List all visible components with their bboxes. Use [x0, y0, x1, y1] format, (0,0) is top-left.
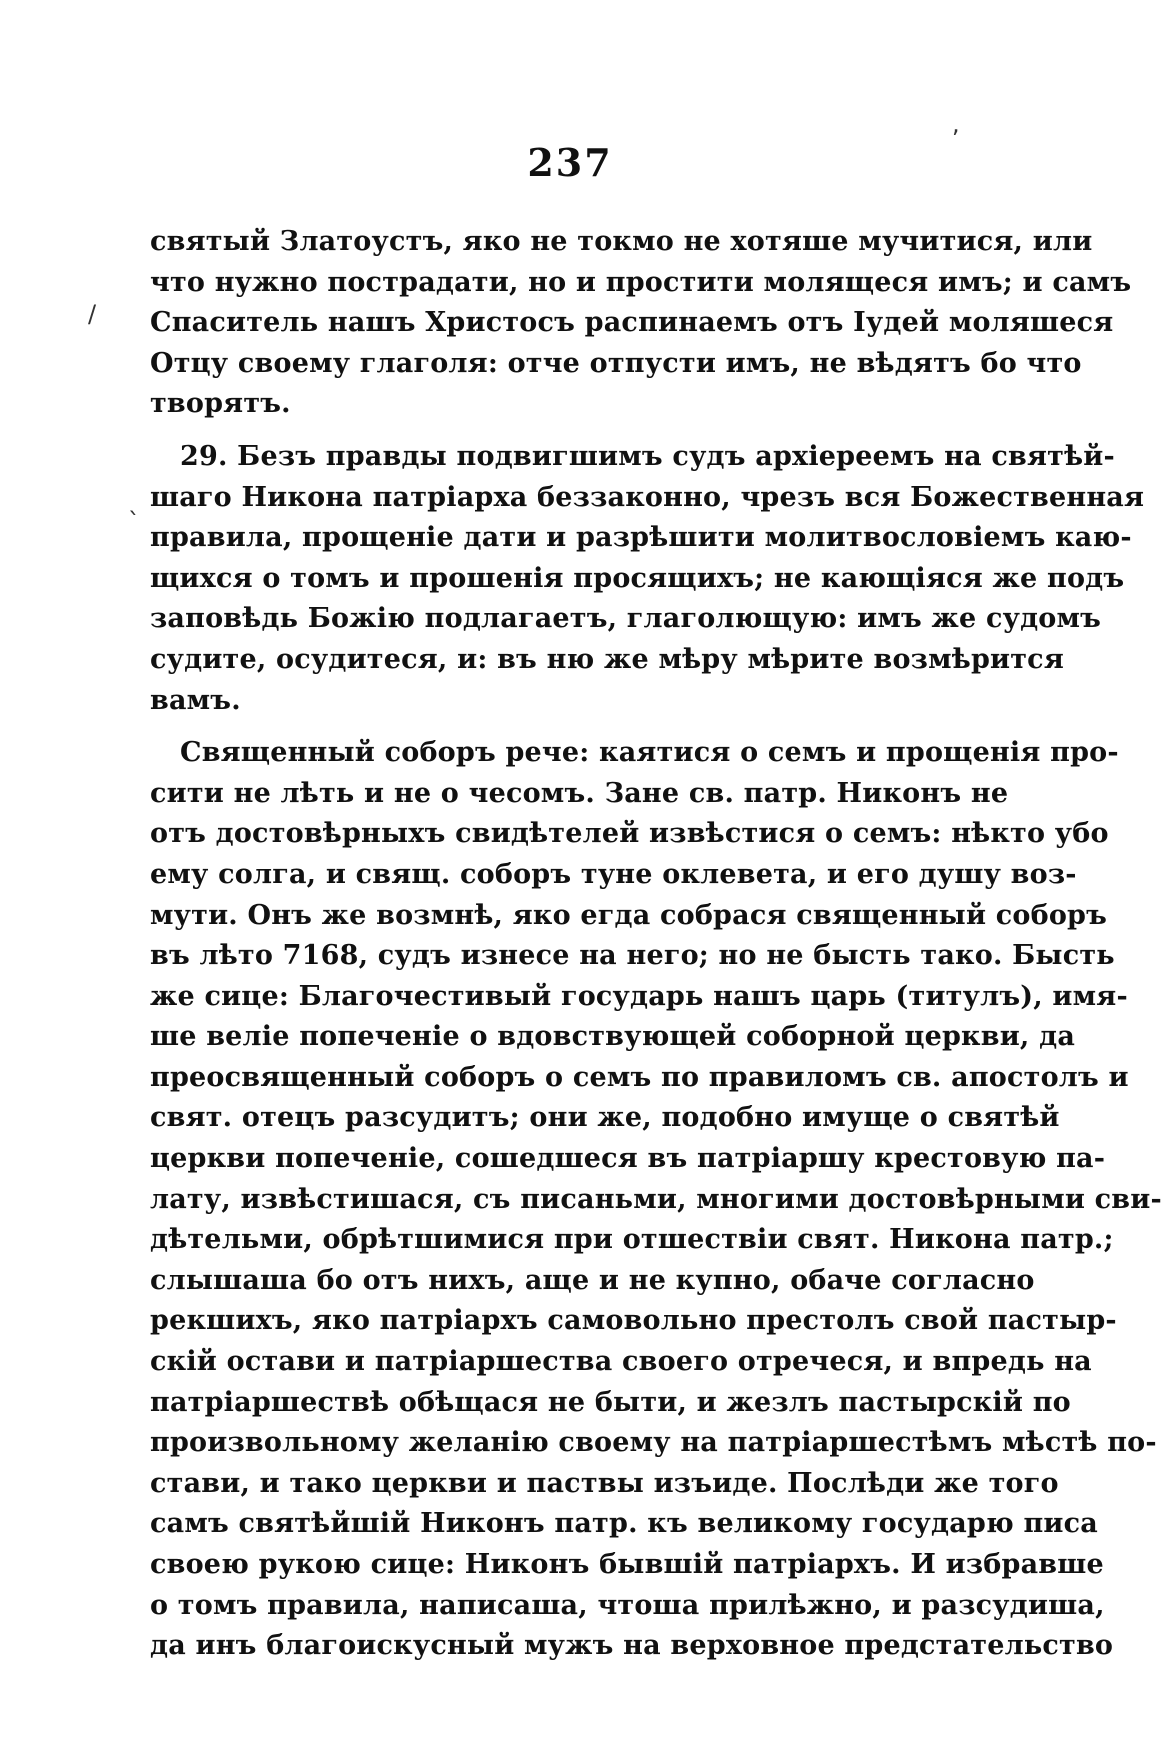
text-line: рекшихъ, яко патріархъ самовольно престолъ свой пастыр-: [150, 1305, 1117, 1337]
text-line: въ лѣто 7168, судъ изнесе на него; но не бысть тако. Бысть: [150, 940, 1115, 972]
text-line: же сице: Благочестивый государь нашъ царь (титулъ), имя-: [150, 980, 1128, 1012]
text-line: преосвященный соборъ о семъ по правиломъ св. апостолъ и: [150, 1061, 1129, 1093]
text-line: своею рукою сице: Никонъ бывшій патріархъ. И избравше: [150, 1549, 1104, 1580]
text-line: скій остави и патріаршества своего отречеся, и впредь на: [150, 1346, 1092, 1378]
text-line: мути. Онъ же возмнѣ, яко егда собрася священный соборъ: [150, 899, 1108, 931]
text-line: дѣтельми, обрѣтшимися при отшествіи свят. Никона патр.;: [150, 1224, 1114, 1256]
text-line: вамъ.: [150, 684, 241, 716]
scan-speck: ,: [952, 110, 960, 138]
margin-mark: /: [88, 300, 97, 328]
page-number: 237: [527, 140, 613, 185]
text-line: сити не лѣть и не о чесомъ. Зане св. патр. Никонъ не: [150, 777, 1009, 809]
text-line: творятъ.: [150, 388, 291, 420]
paragraph: [150, 222, 1132, 425]
paragraph: [150, 437, 1145, 721]
text-line: судите, осудитеся, и: въ ню же мѣру мѣрите возмѣрится: [150, 643, 1064, 675]
text-line: произвольному желанію своему на патріаршестѣмъ мѣстѣ по-: [150, 1427, 1157, 1459]
text-line: 29. Безъ правды подвигшимъ судъ архіереемъ на святѣй-: [180, 440, 1115, 472]
text-line: церкви попеченіе, сошедшеся въ патріаршу крестовую па-: [150, 1143, 1106, 1175]
text-line: самъ святѣйшій Никонъ патр. къ великому государю писа: [150, 1508, 1098, 1540]
text-line: свят. отецъ разсудитъ; они же, подобно имуще о святѣй: [150, 1102, 1060, 1134]
text-line: правила, прощеніе дати и разрѣшити молитвословіемъ каю-: [150, 522, 1132, 554]
text-line: патріаршествѣ обѣщася не быти, и жезлъ пастырскій по: [150, 1386, 1071, 1418]
text-line: отъ достовѣрныхъ свидѣтелей извѣстися о семъ: нѣкто убо: [150, 818, 1109, 850]
text-line: щихся о томъ и прошенія просящихъ; не кающіяся же подъ: [150, 562, 1125, 594]
text-line: Отцу своему глаголя: отче отпусти имъ, не вѣдятъ бо что: [150, 347, 1082, 379]
text-line: да инъ благоискусный мужъ на верховное предстательство: [150, 1630, 1114, 1662]
body-text: [150, 222, 1162, 1667]
text-line: ше веліе попеченіе о вдовствующей соборной церкви, да: [150, 1021, 1076, 1053]
text-line: шаго Никона патріарха беззаконно, чрезъ вся Божественная: [150, 481, 1145, 513]
text-line: слышаша бо отъ нихъ, аще и не купно, обаче согласно: [150, 1264, 1035, 1296]
text-line: лату, извѣстишася, съ писаньми, многими достовѣрными сви-: [150, 1183, 1162, 1215]
text-line: Спаситель нашъ Христосъ распинаемъ отъ Іудей моляшеся: [150, 307, 1114, 339]
text-line: Священный соборъ рече: каятися о семъ и прощенія про-: [180, 737, 1119, 769]
paragraph: [150, 733, 1162, 1667]
text-line: святый Златоустъ, яко не токмо не хотяше мучитися, или: [150, 226, 1093, 257]
text-line: что нужно пострадати, но и простити молящеся имъ; и самъ: [150, 266, 1132, 298]
margin-mark: `: [128, 508, 140, 536]
text-line: стави, и тако церкви и паствы изъиде. Послѣди же того: [150, 1467, 1059, 1499]
text-line: заповѣдь Божію подлагаетъ, глаголющую: имъ же судомъ: [150, 603, 1102, 635]
text-line: ему солга, и свящ. соборъ туне оклевета, и его душу воз-: [150, 858, 1077, 890]
text-line: о томъ правила, написаша, чтоша прилѣжно, и разсудиша,: [150, 1589, 1105, 1621]
